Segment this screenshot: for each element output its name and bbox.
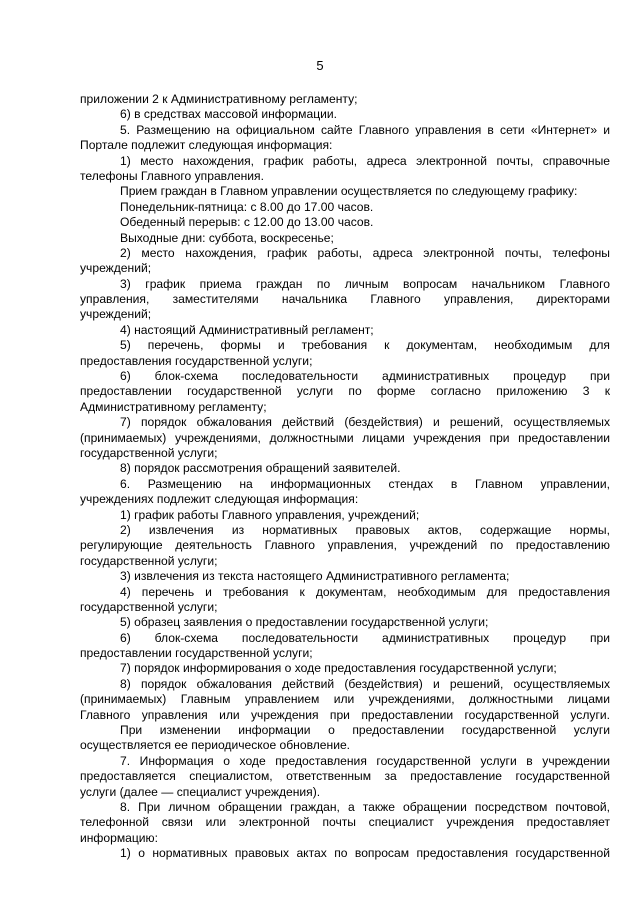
text-line: Административному регламенту; [80,399,267,414]
text-line: 5) перечень, формы и требования к документам, необходимым для [120,338,610,353]
text-line: 8) порядок обжалования действий (бездействия) и решений, осуществляемых [120,676,610,691]
text-line: предоставлении государственной услуги; [80,646,313,661]
text-line: приложении 2 к Административному регламенту; [80,92,358,106]
text-line: 5) образец заявления о предоставлении государственной услуги; [120,615,489,630]
text-line: (принимаемых) Главным управлением или учреждениями, должностными лицами [80,692,610,707]
text-line: информацию: [80,830,158,845]
text-line: 6. Размещению на информационных стендах в Главном управлении, [120,476,610,491]
text-line: Понедельник-пятница: с 8.00 до 17.00 часов. [120,199,374,214]
text-line: учреждений; [80,307,152,322]
text-line: государственной услуги; [80,553,218,568]
text-line: Выходные дни: суббота, воскресенье; [120,230,334,245]
text-line: 4) настоящий Административный регламент; [120,322,374,337]
text-line: 8) порядок рассмотрения обращений заявителей. [120,461,401,476]
text-line: государственной услуги; [80,445,218,460]
text-line: 7) порядок обжалования действий (бездействия) и решений, осуществляемых [120,415,610,430]
text-line: учреждениях подлежит следующая информация: [80,492,359,507]
text-line: 7. Информация о ходе предоставления государственной услуги в учреждении [120,753,610,768]
text-line: Обеденный перерыв: с 12.00 до 13.00 часов. [120,215,374,230]
text-line: 8. При личном обращении граждан, а также обращении посредством почтовой, [120,799,610,814]
text-line: Портале подлежит следующая информация: [80,138,333,153]
text-line: 3) график приема граждан по личным вопросам начальником Главного [120,276,610,291]
text-line: Главного управления или учреждения при предоставлении государственной услуги. [80,707,610,722]
text-line: 5. Размещению на официальном сайте Главного управления в сети «Интернет» и [120,122,610,137]
text-line: регулирующие деятельность Главного управления, учреждений по предоставлению [80,538,610,553]
text-line: 6) в средствах массовой информации. [120,107,337,122]
text-line: 2) место нахождения, график работы, адреса электронной почты, телефоны [120,245,610,260]
text-line: 1) график работы Главного управления, учреждений; [120,507,420,522]
text-line: учреждений; [80,261,152,276]
text-line: При изменении информации о предоставлении государственной услуги [120,723,610,738]
text-line: предоставляется специалистом, ответственным за предоставление государственной [80,769,610,784]
document-body [80,92,610,862]
text-line: Прием граждан в Главном управлении осуществляется по следующему графику: [120,184,578,199]
text-line: 7) порядок информирования о ходе предоставления государственной услуги; [120,661,557,676]
text-line: (принимаемых) учреждениями, должностными лицами учреждения при предоставлении [80,430,610,445]
text-line: предоставлении государственной услуги по форме согласно приложению 3 к [80,384,610,399]
text-line: телефонной связи или электронной почты специалист учреждения предоставляет [80,815,610,830]
text-line: 2) извлечения из нормативных правовых актов, содержащие нормы, [120,522,610,537]
text-line: 3) извлечения из текста настоящего Административного регламента; [120,569,510,584]
text-line: осуществляется ее периодическое обновление. [80,738,351,753]
text-line: 4) перечень и требования к документам, необходимым для предоставления [120,584,610,599]
text-line: 1) о нормативных правовых актах по вопросам предоставления государственной [120,846,610,861]
text-line: 6) блок-схема последовательности административных процедур при [120,369,610,384]
page-number: 5 [316,58,324,73]
text-line: управления, заместителями начальника Главного управления, директорами [80,292,610,307]
text-line: телефоны Главного управления. [80,168,264,183]
text-line: 1) место нахождения, график работы, адреса электронной почты, справочные [120,153,610,168]
text-line: государственной услуги; [80,599,218,614]
text-line: 6) блок-схема последовательности административных процедур при [120,630,610,645]
text-line: услуги (далее — специалист учреждения). [80,784,321,799]
text-line: предоставления государственной услуги; [80,353,313,368]
